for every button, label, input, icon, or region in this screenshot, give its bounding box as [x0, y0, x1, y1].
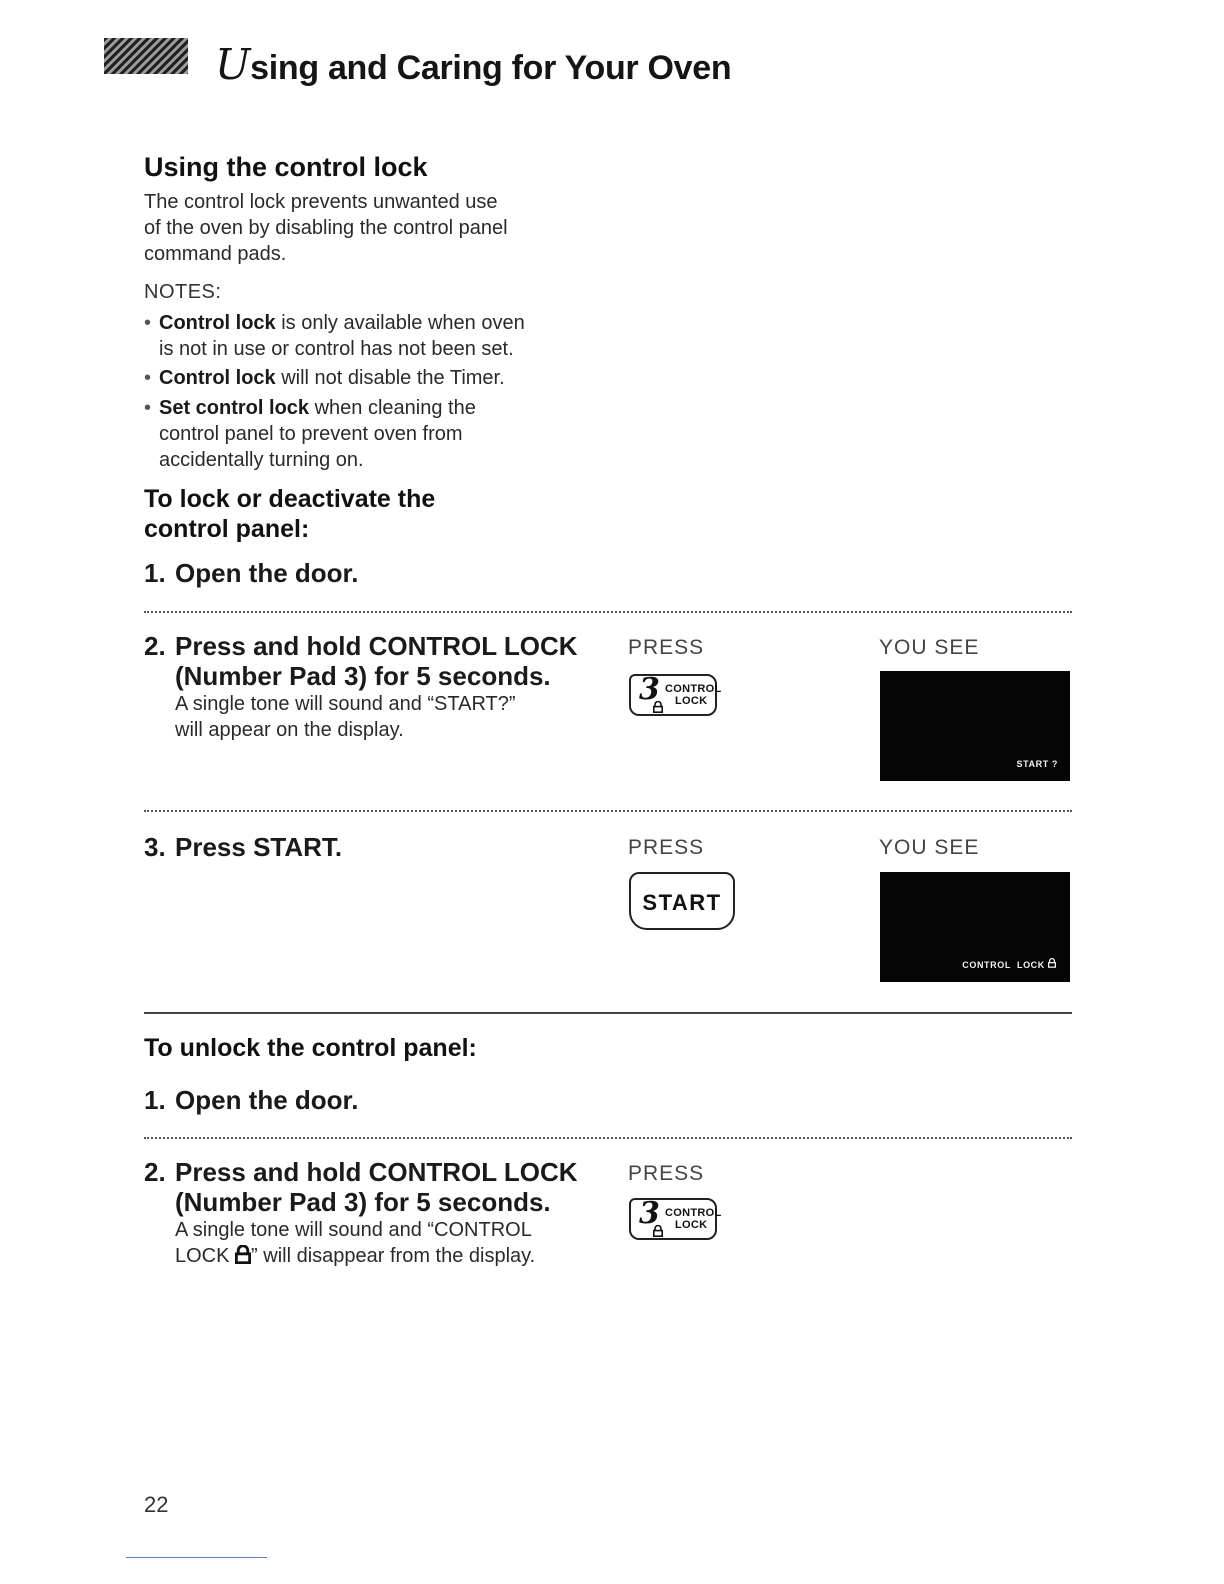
- divider: [144, 810, 1072, 812]
- unlock-step-2-description: A single tone will sound and “CONTROL LOCK ” will disappear from the display.: [175, 1217, 595, 1271]
- control-lock-keypad[interactable]: 3 CONTROL LOCK: [629, 1198, 717, 1240]
- unlock-heading: To unlock the control panel:: [144, 1034, 477, 1062]
- press-label: PRESS: [628, 636, 705, 659]
- lock-icon: [1048, 958, 1056, 968]
- oven-display: [880, 671, 1070, 781]
- section-title: Using the control lock: [144, 152, 428, 182]
- divider: [144, 1012, 1072, 1014]
- footer-line: [126, 1557, 267, 1558]
- header-decorative-block: [104, 38, 188, 74]
- control-lock-keypad[interactable]: 3 CONTROL LOCK: [629, 674, 717, 716]
- press-label: PRESS: [628, 836, 705, 859]
- lock-icon: [235, 1245, 251, 1271]
- lock-step-2-description: A single tone will sound and “START?” will appear on the display.: [175, 693, 516, 741]
- lock-heading: To lock or deactivate the control panel:: [144, 485, 436, 543]
- page-header-title: Using and Caring for Your Oven: [215, 40, 732, 89]
- unlock-step-2: 2. Press and hold CONTROL LOCK (Number Pad 3) for 5 seconds.: [144, 1157, 578, 1217]
- keypad-digit: 3: [639, 1196, 660, 1231]
- section-intro: The control lock prevents unwanted use of the oven by disabling the control panel command pads.: [144, 191, 508, 265]
- keypad-digit: 3: [639, 672, 660, 707]
- lock-step-2: 2. Press and hold CONTROL LOCK (Number Pad 3) for 5 seconds.: [144, 631, 578, 691]
- you-see-label: YOU SEE: [879, 836, 980, 859]
- note-item: • Control lock is only available when oven is not in use or control has not been set.: [144, 312, 525, 360]
- press-label: PRESS: [628, 1162, 705, 1185]
- lock-icon: [653, 700, 663, 718]
- lock-icon: [653, 1224, 663, 1242]
- you-see-label: YOU SEE: [879, 636, 980, 659]
- oven-display: [880, 872, 1070, 982]
- display-text: CONTROL LOCK: [962, 958, 1056, 970]
- page-number: 22: [144, 1492, 169, 1517]
- notes-label: NOTES:: [144, 281, 222, 303]
- divider: [144, 1137, 1072, 1139]
- lock-step-3: 3. Press START.: [144, 832, 343, 862]
- note-item: • Set control lock when cleaning the control panel to prevent oven from accidentally turning on.: [144, 397, 476, 471]
- unlock-step-1: 1. Open the door.: [144, 1085, 359, 1115]
- display-text: START ?: [1016, 759, 1058, 769]
- lock-step-1: 1. Open the door.: [144, 558, 359, 588]
- start-key[interactable]: START: [629, 872, 735, 930]
- note-item: • Control lock will not disable the Timer.: [144, 367, 505, 389]
- divider: [144, 611, 1072, 613]
